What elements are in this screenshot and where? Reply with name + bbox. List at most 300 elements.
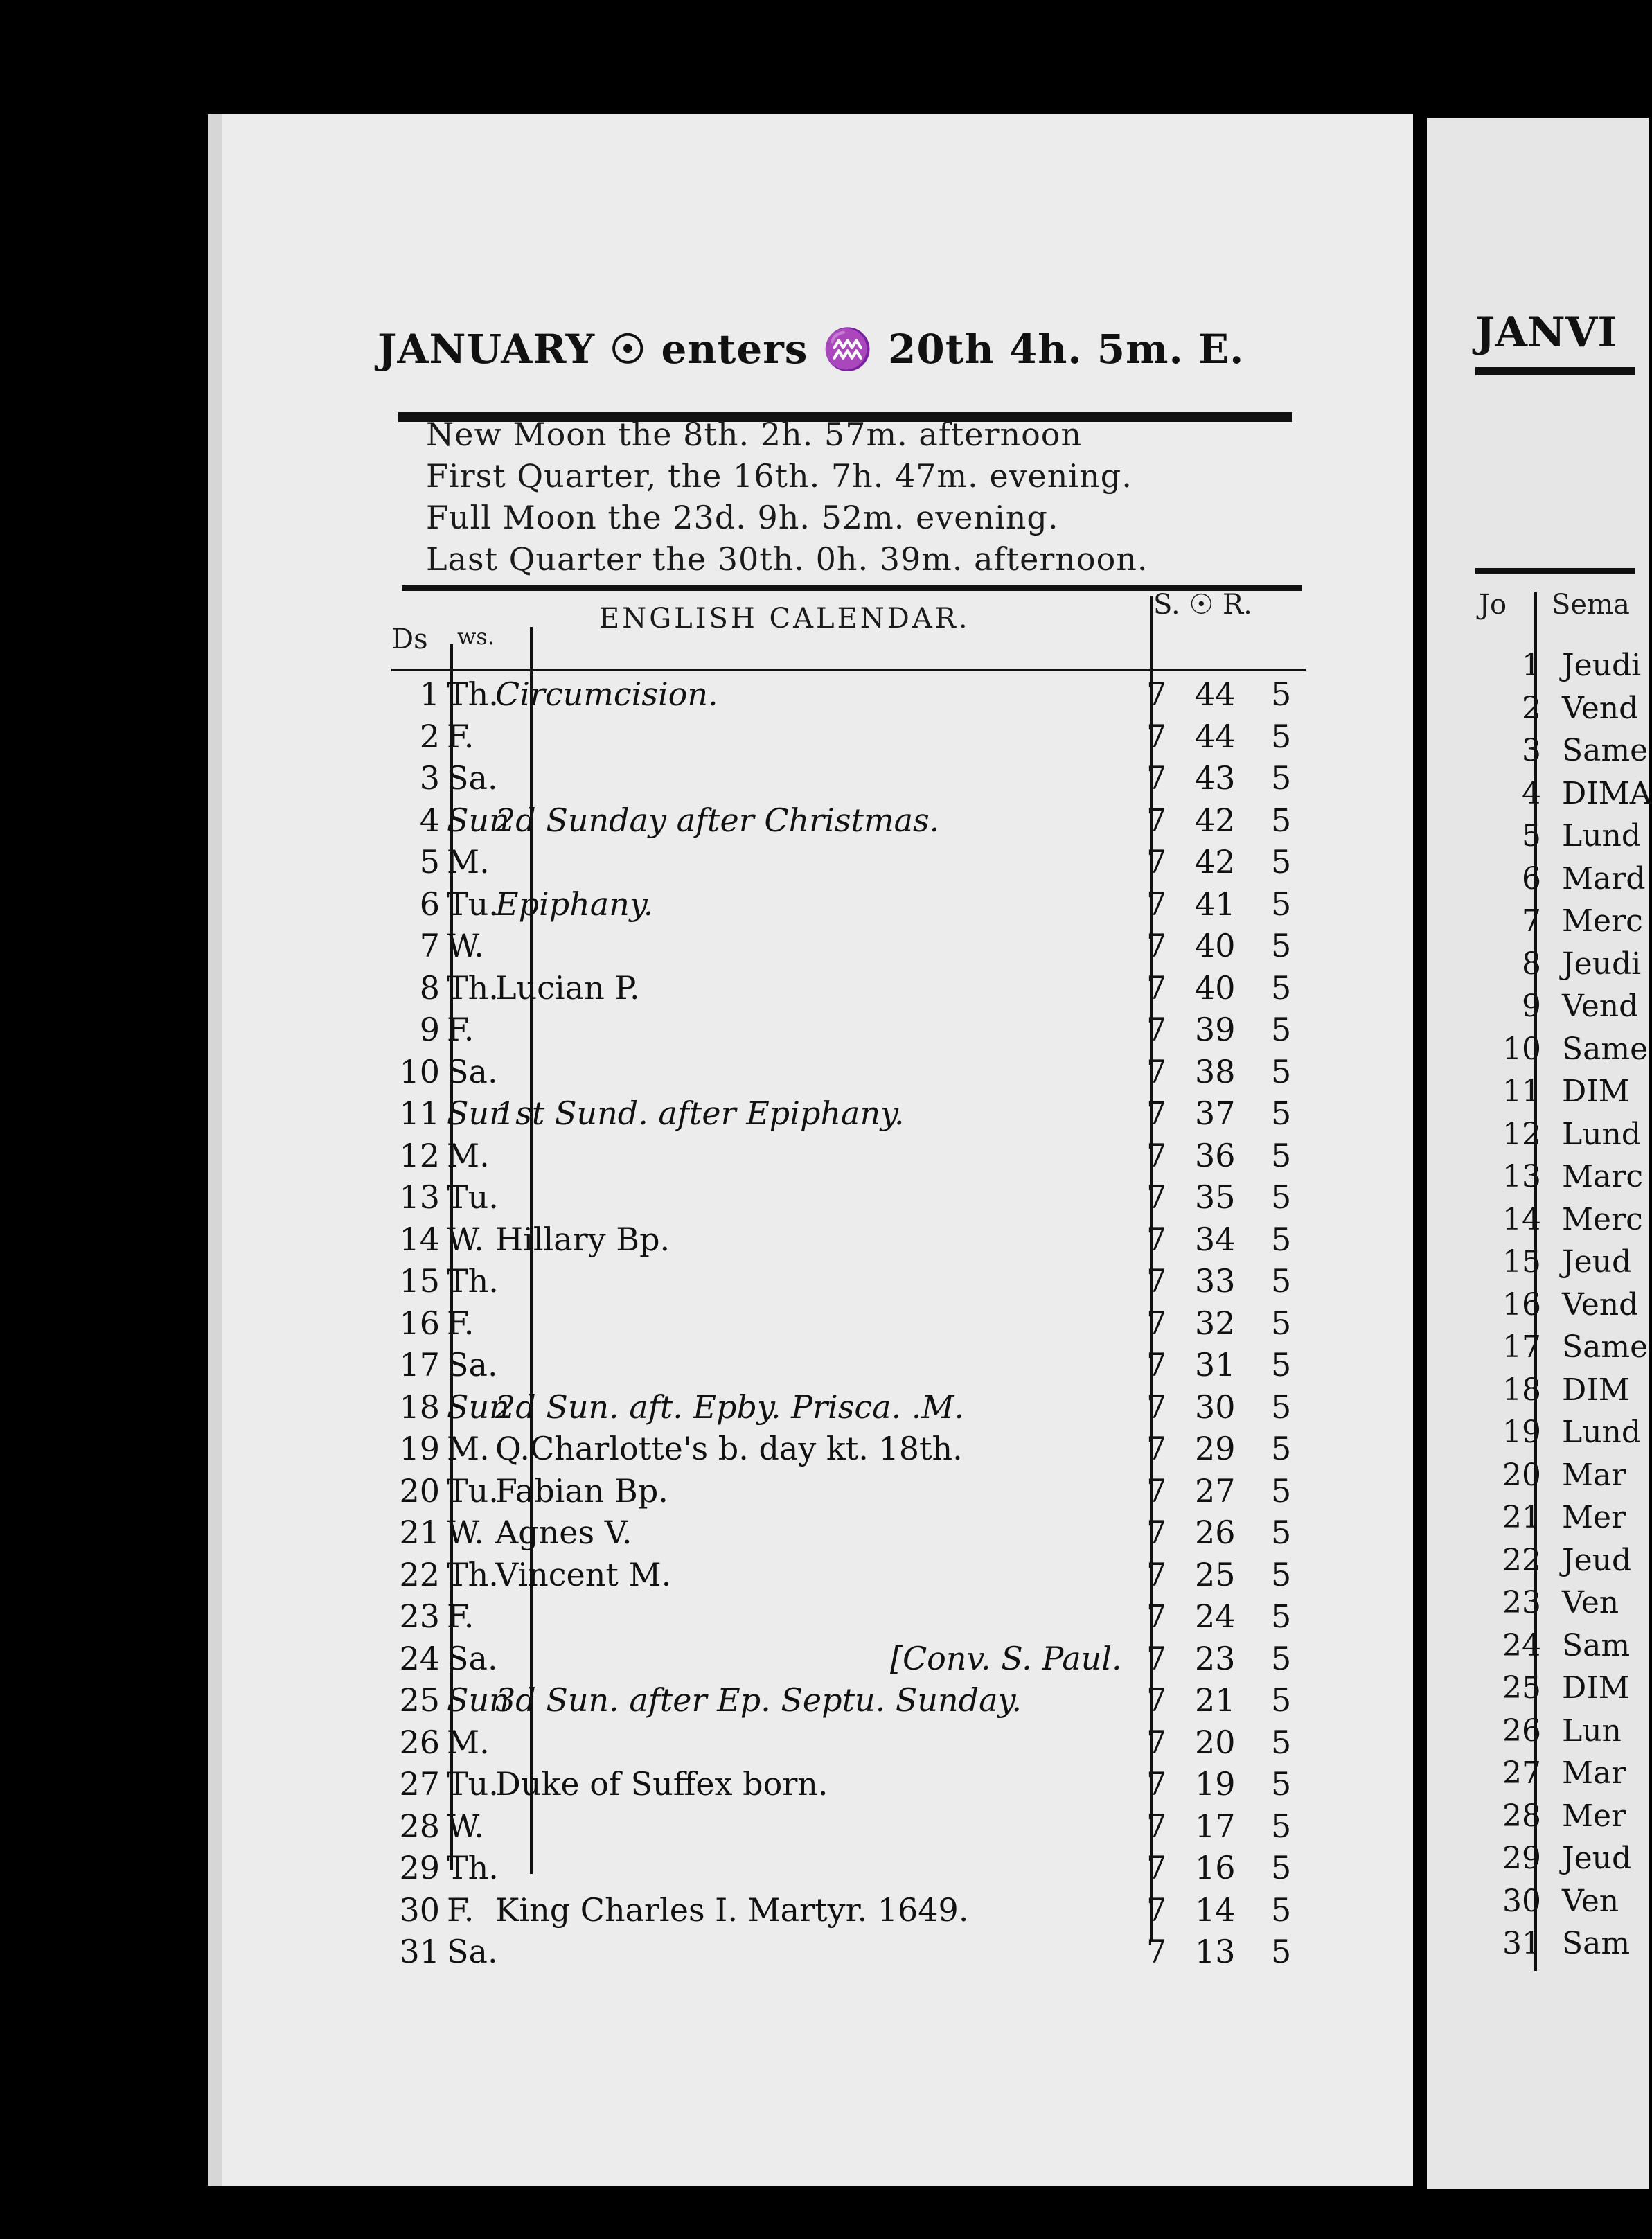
weekday: W. [447, 1220, 484, 1258]
right-weekday: Merc [1562, 1201, 1643, 1237]
day-number: 22 [399, 1555, 440, 1593]
weekday: Tu. [447, 885, 499, 923]
sunset-hour: 5 [1271, 1555, 1292, 1593]
sunrise-hour: 7 [1146, 843, 1167, 880]
sunrise-hour: 7 [1146, 1136, 1167, 1174]
weekday: Sun [447, 1388, 510, 1426]
sunrise-hour: 7 [1146, 1430, 1167, 1467]
right-page-title: JANVI [1475, 308, 1617, 357]
sunset-hour: 5 [1271, 1304, 1292, 1342]
right-weekday: DIM [1562, 1372, 1630, 1408]
table-row [384, 1388, 1340, 1430]
calendar-entry: King Charles I. Martyr. 1649. [495, 1891, 969, 1929]
right-day-number: 10 [1502, 1031, 1541, 1067]
right-table-row [1500, 1585, 1619, 1627]
sunrise-minute: 20 [1195, 1723, 1236, 1761]
sunset-hour: 5 [1271, 1052, 1292, 1090]
right-day-number: 3 [1522, 733, 1541, 768]
sunrise-minute: 13 [1195, 1933, 1236, 1970]
day-number: 11 [399, 1095, 440, 1132]
sunrise-minute: 26 [1195, 1514, 1236, 1551]
right-table-row [1500, 946, 1641, 988]
right-day-number: 27 [1502, 1755, 1541, 1791]
weekday: Sa. [447, 759, 498, 797]
weekday: M. [447, 1136, 490, 1174]
sunrise-minute: 21 [1195, 1681, 1236, 1719]
day-number: 6 [419, 885, 440, 923]
right-table-row [1500, 1500, 1626, 1541]
right-table-row [1500, 1755, 1626, 1797]
table-row [384, 1849, 1340, 1891]
day-number: 1 [419, 675, 440, 713]
day-number: 3 [419, 759, 440, 797]
sunrise-hour: 7 [1146, 1346, 1167, 1383]
table-row [384, 1891, 1340, 1933]
right-table-row [1500, 776, 1652, 817]
header-rule [391, 669, 1306, 671]
right-day-number: 17 [1502, 1329, 1541, 1365]
calendar-entry: Fabian Bp. [495, 1471, 668, 1510]
sunrise-minute: 36 [1195, 1136, 1236, 1174]
sunset-hour: 5 [1271, 1639, 1292, 1677]
right-weekday: DIMA [1562, 775, 1652, 811]
sunrise-hour: 7 [1146, 1471, 1167, 1510]
right-day-number: 12 [1502, 1116, 1541, 1152]
right-column-header-week: Sema [1552, 589, 1630, 621]
table-row [384, 927, 1340, 968]
sunrise-minute: 42 [1195, 801, 1236, 839]
table-row [384, 1556, 1340, 1598]
sunrise-minute: 17 [1195, 1807, 1236, 1845]
right-day-number: 23 [1502, 1585, 1541, 1620]
right-weekday: Mar [1562, 1457, 1626, 1493]
table-row [384, 1681, 1340, 1723]
moon-phase-first-quarter: First Quarter, the 16th. 7h. 47m. evening. [426, 457, 1133, 495]
weekday: Sa. [447, 1346, 498, 1383]
sunrise-hour: 7 [1146, 1514, 1167, 1551]
day-number: 8 [419, 968, 440, 1007]
weekday: F. [447, 717, 474, 755]
table-row [384, 802, 1340, 843]
right-table-row [1500, 1670, 1630, 1712]
day-number: 17 [399, 1346, 440, 1383]
day-number: 20 [399, 1471, 440, 1510]
right-table-row [1500, 1372, 1630, 1414]
right-day-number: 7 [1522, 903, 1541, 939]
right-column-header-day: Jo [1479, 589, 1507, 621]
calendar-entry: [Conv. S. Paul. [890, 1639, 1122, 1677]
right-weekday: DIM [1562, 1074, 1630, 1109]
sunrise-hour: 7 [1146, 1639, 1167, 1677]
sunrise-hour: 7 [1146, 1220, 1167, 1258]
right-table-row [1500, 1543, 1631, 1584]
right-weekday: Jeud [1562, 1542, 1632, 1578]
day-number: 7 [419, 927, 440, 964]
sunset-hour: 5 [1271, 1095, 1292, 1132]
right-day-number: 14 [1502, 1201, 1541, 1237]
weekday: Th. [447, 675, 499, 713]
sunrise-hour: 7 [1146, 675, 1167, 713]
table-row [384, 1598, 1340, 1639]
right-table-row [1500, 1926, 1630, 1967]
right-day-number: 19 [1502, 1415, 1541, 1450]
right-table-row [1500, 1884, 1619, 1925]
right-day-number: 9 [1522, 989, 1541, 1024]
table-row [384, 1430, 1340, 1471]
sunrise-minute: 44 [1195, 717, 1236, 755]
sunrise-minute: 29 [1195, 1430, 1236, 1467]
sunrise-minute: 14 [1195, 1891, 1236, 1929]
right-day-number: 20 [1502, 1457, 1541, 1493]
day-number: 2 [419, 717, 440, 755]
sunrise-minute: 31 [1195, 1346, 1236, 1383]
table-row [384, 675, 1340, 717]
weekday: Th. [447, 1555, 499, 1593]
weekday: Th. [447, 1849, 499, 1886]
table-row [384, 1514, 1340, 1555]
sunrise-hour: 7 [1146, 1178, 1167, 1216]
sunset-hour: 5 [1271, 801, 1292, 839]
table-row [384, 969, 1340, 1011]
right-day-number: 18 [1502, 1372, 1541, 1408]
moon-phase-new: New Moon the 8th. 2h. 57m. afternoon [426, 416, 1083, 453]
right-day-number: 28 [1502, 1798, 1541, 1834]
sunrise-hour: 7 [1146, 1095, 1167, 1132]
sunrise-minute: 35 [1195, 1178, 1236, 1216]
day-number: 12 [399, 1136, 440, 1174]
day-number: 31 [399, 1933, 440, 1970]
sunrise-hour: 7 [1146, 1891, 1167, 1929]
calendar-entry: Vincent M. [495, 1555, 672, 1593]
calendar-entry: Agnes V. [495, 1514, 632, 1551]
right-table-row [1500, 1032, 1648, 1073]
right-table-row [1500, 1117, 1641, 1158]
day-number: 14 [399, 1220, 440, 1258]
table-row [384, 1178, 1340, 1220]
right-day-number: 21 [1502, 1500, 1541, 1535]
sunset-hour: 5 [1271, 843, 1292, 880]
table-row [384, 718, 1340, 759]
month-title: JANUARY ☉ enters ♒ 20th 4h. 5m. E. [378, 326, 1245, 373]
right-day-number: 11 [1502, 1074, 1541, 1109]
moon-phase-last-quarter: Last Quarter the 30th. 0h. 39m. afternoon. [426, 540, 1148, 578]
right-table-row [1500, 989, 1638, 1030]
weekday: Sa. [447, 1933, 498, 1970]
right-day-number: 2 [1522, 690, 1541, 726]
right-day-number: 24 [1502, 1627, 1541, 1663]
right-day-number: 25 [1502, 1670, 1541, 1706]
sunset-hour: 5 [1271, 1723, 1292, 1761]
sunrise-hour: 7 [1146, 1304, 1167, 1342]
day-number: 23 [399, 1598, 440, 1635]
calendar-entry: 1st Sund. after Epiphany. [495, 1095, 905, 1132]
sunrise-minute: 43 [1195, 759, 1236, 797]
right-table-row [1500, 1841, 1631, 1882]
right-table-row [1500, 1329, 1648, 1371]
weekday: Sun [447, 1681, 510, 1719]
sunset-hour: 5 [1271, 1514, 1292, 1551]
sunset-hour: 5 [1271, 1262, 1292, 1300]
table-row [384, 1724, 1340, 1765]
sunrise-minute: 34 [1195, 1220, 1236, 1258]
right-day-number: 16 [1502, 1286, 1541, 1322]
sunrise-hour: 7 [1146, 1262, 1167, 1300]
calendar-entry: Epiphany. [495, 885, 654, 923]
right-table-row [1500, 1074, 1630, 1115]
right-day-number: 29 [1502, 1841, 1541, 1876]
calendar-entry: Lucian P. [495, 968, 640, 1007]
weekday: Sa. [447, 1052, 498, 1090]
sunset-hour: 5 [1271, 1471, 1292, 1510]
right-table-row [1500, 691, 1638, 732]
sunrise-minute: 40 [1195, 927, 1236, 964]
table-row [384, 1304, 1340, 1346]
sunrise-minute: 40 [1195, 968, 1236, 1007]
right-weekday: Ven [1562, 1883, 1619, 1919]
day-number: 15 [399, 1262, 440, 1300]
sunrise-minute: 32 [1195, 1304, 1236, 1342]
right-table-row [1500, 1458, 1626, 1499]
calendar-entry: 2d Sun. aft. Epby. Prisca. .M. [495, 1388, 965, 1426]
right-weekday: Lun [1562, 1713, 1622, 1749]
sunrise-minute: 44 [1195, 675, 1236, 713]
right-day-number: 13 [1502, 1159, 1541, 1194]
day-number: 26 [399, 1723, 440, 1761]
sunrise-minute: 23 [1195, 1639, 1236, 1677]
sunset-hour: 5 [1271, 717, 1292, 755]
right-weekday: Sam [1562, 1627, 1631, 1663]
table-row [384, 1640, 1340, 1681]
sunrise-hour: 7 [1146, 927, 1167, 964]
day-number: 27 [399, 1765, 440, 1803]
weekday: M. [447, 1430, 490, 1467]
sunrise-minute: 30 [1195, 1388, 1236, 1426]
sunrise-hour: 7 [1146, 1933, 1167, 1970]
weekday: Sun [447, 801, 510, 839]
day-number: 24 [399, 1639, 440, 1677]
right-table-row [1500, 861, 1645, 903]
sunset-hour: 5 [1271, 1849, 1292, 1886]
right-weekday: Mar [1562, 1755, 1626, 1791]
weekday: Tu. [447, 1765, 499, 1803]
weekday: F. [447, 1891, 474, 1929]
day-number: 25 [399, 1681, 440, 1719]
right-table-row [1500, 733, 1648, 775]
sunrise-minute: 27 [1195, 1471, 1236, 1510]
column-header-weekdays: ws. [457, 623, 495, 650]
calendar-entry: 2d Sunday after Christmas. [495, 801, 940, 839]
sunset-hour: 5 [1271, 1346, 1292, 1383]
table-row [384, 843, 1340, 885]
column-header-days: Ds [391, 623, 428, 655]
weekday: M. [447, 843, 490, 880]
sunset-hour: 5 [1271, 1681, 1292, 1719]
table-row [384, 1765, 1340, 1807]
sunrise-hour: 7 [1146, 801, 1167, 839]
right-day-number: 6 [1522, 860, 1541, 896]
sunset-hour: 5 [1271, 759, 1292, 797]
sunset-hour: 5 [1271, 1136, 1292, 1174]
right-day-number: 1 [1522, 648, 1541, 683]
day-number: 9 [419, 1011, 440, 1048]
right-weekday: Vend [1562, 989, 1639, 1024]
day-number: 28 [399, 1807, 440, 1845]
sunrise-minute: 33 [1195, 1262, 1236, 1300]
sunrise-hour: 7 [1146, 1723, 1167, 1761]
day-number: 21 [399, 1514, 440, 1551]
calendar-entry: 3d Sun. after Ep. Septu. Sunday. [495, 1681, 1022, 1719]
day-number: 5 [419, 843, 440, 880]
sunrise-minute: 41 [1195, 885, 1236, 923]
day-number: 4 [419, 801, 440, 839]
sunset-hour: 5 [1271, 927, 1292, 964]
right-weekday: Jeudi [1562, 648, 1642, 683]
sunrise-hour: 7 [1146, 885, 1167, 923]
right-day-number: 31 [1502, 1926, 1541, 1961]
sunrise-minute: 38 [1195, 1052, 1236, 1090]
right-weekday: Mer [1562, 1500, 1626, 1535]
sunrise-hour: 7 [1146, 1598, 1167, 1635]
day-number: 19 [399, 1430, 440, 1467]
right-day-number: 5 [1522, 818, 1541, 853]
sunrise-hour: 7 [1146, 1807, 1167, 1845]
sunset-hour: 5 [1271, 1388, 1292, 1426]
sunrise-hour: 7 [1146, 759, 1167, 797]
right-table-row [1500, 818, 1641, 860]
right-title-rule [1475, 367, 1635, 375]
sunrise-minute: 37 [1195, 1095, 1236, 1132]
right-weekday: Vend [1562, 1286, 1639, 1322]
sunrise-hour: 7 [1146, 968, 1167, 1007]
right-table-row [1500, 1159, 1643, 1201]
day-number: 16 [399, 1304, 440, 1342]
sunset-hour: 5 [1271, 1891, 1292, 1929]
sunset-hour: 5 [1271, 1807, 1292, 1845]
calendar-entry: Hillary Bp. [495, 1220, 670, 1258]
sunset-hour: 5 [1271, 885, 1292, 923]
table-row [384, 1262, 1340, 1304]
day-number: 30 [399, 1891, 440, 1929]
table-row [384, 1933, 1340, 1974]
right-weekday: Jeudi [1562, 946, 1642, 982]
table-row [384, 1807, 1340, 1849]
sunrise-hour: 7 [1146, 1849, 1167, 1886]
sunset-hour: 5 [1271, 968, 1292, 1007]
right-table-row [1500, 1628, 1630, 1670]
sunset-hour: 5 [1271, 675, 1292, 713]
sunset-hour: 5 [1271, 1011, 1292, 1048]
table-row [384, 759, 1340, 801]
sunrise-minute: 39 [1195, 1011, 1236, 1048]
right-weekday: Marc [1562, 1159, 1643, 1194]
weekday: W. [447, 1514, 484, 1551]
weekday: Sun [447, 1095, 510, 1132]
weekday: Sa. [447, 1639, 498, 1677]
sunrise-hour: 7 [1146, 1388, 1167, 1426]
sunrise-minute: 19 [1195, 1765, 1236, 1803]
table-row [384, 1011, 1340, 1052]
calendar-entry: Circumcision. [495, 675, 718, 713]
sunset-hour: 5 [1271, 1430, 1292, 1467]
right-weekday: Same [1562, 1031, 1649, 1067]
moon-phase-full: Full Moon the 23d. 9h. 52m. evening. [426, 499, 1059, 536]
day-number: 13 [399, 1178, 440, 1216]
table-row [384, 885, 1340, 927]
sunrise-hour: 7 [1146, 1765, 1167, 1803]
weekday: F. [447, 1304, 474, 1342]
weekday: F. [447, 1598, 474, 1635]
sunrise-minute: 25 [1195, 1555, 1236, 1593]
right-table-row [1500, 1713, 1622, 1755]
right-weekday: Ven [1562, 1585, 1619, 1620]
sunrise-hour: 7 [1146, 1052, 1167, 1090]
right-table-row [1500, 1244, 1631, 1286]
right-moon-rule [1475, 568, 1635, 574]
sunrise-minute: 24 [1195, 1598, 1236, 1635]
sunrise-hour: 7 [1146, 1555, 1167, 1593]
right-day-number: 15 [1502, 1244, 1541, 1280]
calendar-entry: Duke of Suffex born. [495, 1765, 828, 1803]
right-table-row [1500, 648, 1641, 689]
day-number: 10 [399, 1052, 440, 1090]
sunrise-hour: 7 [1146, 1681, 1167, 1719]
sunrise-minute: 42 [1195, 843, 1236, 880]
right-table-row [1500, 1415, 1641, 1456]
right-day-number: 4 [1522, 775, 1541, 811]
weekday: W. [447, 927, 484, 964]
right-day-number: 8 [1522, 946, 1541, 982]
table-row [384, 1095, 1340, 1136]
right-weekday: Mer [1562, 1798, 1626, 1834]
right-day-number: 22 [1502, 1542, 1541, 1578]
right-table-row [1500, 1798, 1626, 1840]
right-weekday: Vend [1562, 690, 1639, 726]
sunset-hour: 5 [1271, 1220, 1292, 1258]
table-row [384, 1472, 1340, 1514]
right-weekday: Lund [1562, 1116, 1642, 1152]
weekday: M. [447, 1723, 490, 1761]
weekday: Tu. [447, 1178, 499, 1216]
column-header-calendar: ENGLISH CALENDAR. [599, 603, 970, 635]
right-weekday: Sam [1562, 1926, 1631, 1961]
weekday: W. [447, 1807, 484, 1845]
sunrise-hour: 7 [1146, 1011, 1167, 1048]
table-row [384, 1346, 1340, 1388]
right-weekday: Same [1562, 733, 1649, 768]
sunset-hour: 5 [1271, 1765, 1292, 1803]
right-weekday: Lund [1562, 818, 1642, 853]
column-header-sun: S. ☉ R. [1153, 589, 1252, 621]
right-weekday: Merc [1562, 903, 1643, 939]
right-day-number: 30 [1502, 1883, 1541, 1919]
day-number: 18 [399, 1388, 440, 1426]
table-row [384, 1221, 1340, 1262]
right-weekday: Same [1562, 1329, 1649, 1365]
sunset-hour: 5 [1271, 1598, 1292, 1635]
right-day-number: 26 [1502, 1713, 1541, 1749]
day-number: 29 [399, 1849, 440, 1886]
right-weekday: Jeud [1562, 1244, 1632, 1280]
table-row [384, 1053, 1340, 1095]
weekday: Tu. [447, 1471, 499, 1510]
weekday: Th. [447, 968, 499, 1007]
right-table-row [1500, 1202, 1643, 1244]
right-weekday: DIM [1562, 1670, 1630, 1706]
sunrise-minute: 16 [1195, 1849, 1236, 1886]
sunset-hour: 5 [1271, 1933, 1292, 1970]
right-table-row [1500, 903, 1643, 945]
right-table-row [1500, 1287, 1638, 1329]
